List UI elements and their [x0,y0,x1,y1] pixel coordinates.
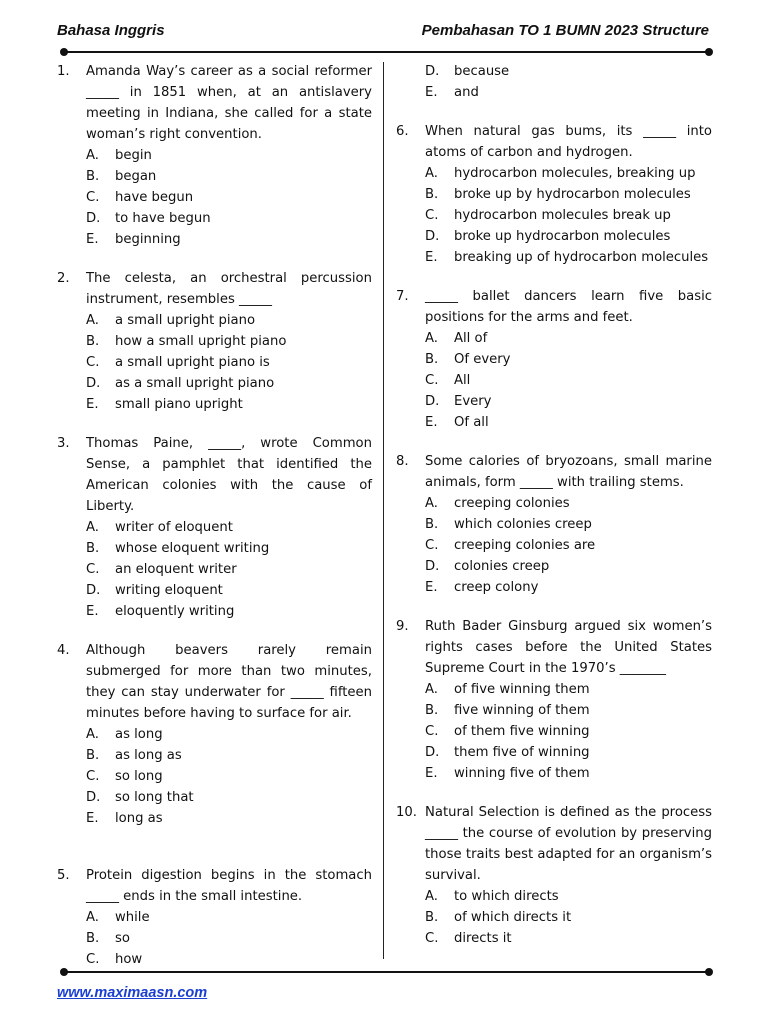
option-letter: A. [425,331,438,346]
option-text: eloquently writing [115,604,235,619]
question-block [396,802,712,949]
answer-option[interactable] [57,949,372,970]
question-row [396,121,712,163]
question-5-continuation [396,61,712,103]
answer-option[interactable] [396,556,712,577]
answer-option[interactable] [396,535,712,556]
question-number: 9. [396,619,409,634]
option-text: how [115,952,143,967]
question-row [57,61,372,145]
option-letter: D. [86,790,101,805]
question-number: 5. [57,868,70,883]
answer-option[interactable] [57,787,372,808]
option-text: begin [115,148,152,163]
question-number: 1. [57,64,70,79]
answer-option[interactable] [57,559,372,580]
question-number: 10. [396,805,417,820]
answer-option[interactable] [396,412,712,433]
question-text: _____ ballet dancers learn five basic positions for the arms and feet. [425,289,712,325]
answer-option[interactable] [57,538,372,559]
answer-option[interactable] [396,907,712,928]
question-number: 7. [396,289,409,304]
option-text: began [115,169,157,184]
option-letter: C. [425,931,439,946]
option-letter: C. [86,769,100,784]
option-text: an eloquent writer [115,562,237,577]
question-text: Thomas Paine, _____, wrote Common Sense, a pamphlet that identified the American colonies with the cause of Liberty. [86,436,372,514]
answer-option[interactable] [57,166,372,187]
question-text: Natural Selection is defined as the process _____ the course of evolution by preserving those traits best adapted for an organism’s survival. [425,805,712,883]
option-text: Of every [454,352,511,367]
option-letter: B. [425,187,439,202]
option-text: because [454,64,510,79]
option-letter: A. [86,520,99,535]
question-number: 4. [57,643,70,658]
option-letter: A. [86,148,99,163]
option-letter: A. [86,910,99,925]
question-row [57,865,372,907]
answer-option[interactable] [396,700,712,721]
bottom-right-dot [705,968,713,976]
question-text: Amanda Way’s career as a social reformer _____ in 1851 when, at an antislavery meeting in Indiana, she called for a state woman’s right convention. [86,64,372,142]
left-column [57,61,372,988]
option-text: All of [454,331,488,346]
option-text: creeping colonies [454,496,570,511]
option-text: five winning of them [454,703,590,718]
answer-option[interactable] [396,514,712,535]
option-text: so [115,931,130,946]
answer-option[interactable] [57,229,372,250]
option-letter: E. [425,580,438,595]
option-letter: D. [425,64,440,79]
option-text: broke up by hydrocarbon molecules [454,187,691,202]
top-rule [64,51,709,53]
option-letter: B. [425,517,439,532]
option-letter: A. [86,313,99,328]
answer-option[interactable] [57,580,372,601]
option-letter: D. [86,583,101,598]
option-letter: B. [425,910,439,925]
option-text: to have begun [115,211,211,226]
question-block [57,865,372,970]
option-text: directs it [454,931,512,946]
option-text: whose eloquent writing [115,541,270,556]
option-letter: C. [86,952,100,967]
answer-option[interactable] [396,184,712,205]
option-text: winning five of them [454,766,590,781]
option-letter: D. [425,394,440,409]
question-block [396,286,712,433]
question-row [396,286,712,328]
option-letter: C. [425,373,439,388]
top-left-dot [60,48,68,56]
bottom-rule [64,971,709,973]
answer-option[interactable] [396,391,712,412]
option-letter: C. [86,355,100,370]
answer-option[interactable] [57,208,372,229]
option-letter: A. [425,496,438,511]
answer-option[interactable] [396,370,712,391]
option-text: so long that [115,790,194,805]
answer-option[interactable] [57,808,372,829]
option-text: as long as [115,748,182,763]
question-row [57,433,372,517]
option-text: hydrocarbon molecules, breaking up [454,166,696,181]
option-text: of five winning them [454,682,590,697]
question-row [57,268,372,310]
option-text: of which directs it [454,910,572,925]
answer-option[interactable] [57,517,372,538]
option-text: colonies creep [454,559,550,574]
answer-option[interactable] [57,331,372,352]
option-letter: E. [425,415,438,430]
question-block [396,121,712,268]
option-letter: A. [425,682,438,697]
option-text: small piano upright [115,397,243,412]
option-text: creeping colonies are [454,538,596,553]
answer-option[interactable] [57,187,372,208]
option-text: broke up hydrocarbon molecules [454,229,671,244]
answer-option[interactable] [57,601,372,622]
answer-option[interactable] [396,328,712,349]
option-text: writer of eloquent [115,520,233,535]
option-letter: B. [86,931,100,946]
option-text: as long [115,727,163,742]
option-text: beginning [115,232,181,247]
right-column [396,61,712,967]
option-letter: A. [425,166,438,181]
option-text: to which directs [454,889,559,904]
question-number: 3. [57,436,70,451]
option-text: a small upright piano [115,313,256,328]
option-text: and [454,85,479,100]
question-text: Although beavers rarely remain submerged for more than two minutes, they can stay underwater for _____ fifteen minutes before having to surface for air. [86,643,372,721]
option-text: them five of winning [454,745,590,760]
subject-title: Bahasa Inggris [57,22,165,39]
question-row [57,640,372,724]
answer-option[interactable] [396,226,712,247]
question-number: 6. [396,124,409,139]
column-divider [383,62,384,959]
question-text: When natural gas bums, its _____ into atoms of carbon and hydrogen. [425,124,712,160]
answer-option[interactable] [57,145,372,166]
answer-option[interactable] [396,721,712,742]
answer-option[interactable] [396,742,712,763]
option-letter: D. [425,745,440,760]
option-letter: B. [425,352,439,367]
option-letter: C. [425,208,439,223]
option-letter: D. [425,559,440,574]
answer-option[interactable] [57,907,372,928]
option-text: of them five winning [454,724,590,739]
option-text: a small upright piano is [115,355,270,370]
question-block [57,640,372,829]
answer-option[interactable] [396,61,712,82]
answer-option[interactable] [396,247,712,268]
option-text: so long [115,769,163,784]
question-block [57,61,372,250]
option-text: Of all [454,415,489,430]
question-block [57,433,372,622]
answer-option[interactable] [396,493,712,514]
option-letter: E. [86,811,99,826]
question-row [396,616,712,679]
question-number: 2. [57,271,70,286]
answer-option[interactable] [57,928,372,949]
option-text: All [454,373,471,388]
answer-option[interactable] [57,724,372,745]
answer-option[interactable] [57,310,372,331]
option-letter: A. [425,889,438,904]
option-letter: B. [86,541,100,556]
question-text: The celesta, an orchestral percussion instrument, resembles _____ [86,271,372,307]
answer-option[interactable] [57,766,372,787]
answer-option[interactable] [396,679,712,700]
question-block [57,268,372,415]
question-block [396,616,712,784]
option-text: how a small upright piano [115,334,287,349]
option-letter: E. [425,250,438,265]
option-letter: A. [86,727,99,742]
option-text: breaking up of hydrocarbon molecules [454,250,709,265]
question-text: Protein digestion begins in the stomach _____ ends in the small intestine. [86,868,372,904]
question-block [396,451,712,598]
option-text: while [115,910,150,925]
answer-option[interactable] [57,745,372,766]
answer-option[interactable] [57,373,372,394]
answer-option[interactable] [396,886,712,907]
option-letter: C. [86,190,100,205]
option-text: Every [454,394,492,409]
top-right-dot [705,48,713,56]
answer-option[interactable] [396,349,712,370]
option-text: which colonies creep [454,517,592,532]
document-title: Pembahasan TO 1 BUMN 2023 Structure [421,22,709,39]
option-letter: E. [425,766,438,781]
answer-option[interactable] [396,82,712,103]
option-letter: E. [425,85,438,100]
answer-option[interactable] [396,577,712,598]
answer-option[interactable] [57,352,372,373]
option-text: long as [115,811,163,826]
option-text: as a small upright piano [115,376,275,391]
answer-option[interactable] [396,928,712,949]
question-row [396,451,712,493]
option-letter: D. [425,229,440,244]
answer-option[interactable] [396,763,712,784]
option-text: have begun [115,190,194,205]
answer-option[interactable] [57,394,372,415]
question-text: Ruth Bader Ginsburg argued six women’s rights cases before the United States Supreme Court in the 1970’s _______ [425,619,712,676]
option-letter: C. [86,562,100,577]
question-text: Some calories of bryozoans, small marine animals, form _____ with trailing stems. [425,454,712,490]
footer-link[interactable]: www.maximaasn.com [57,985,208,1001]
question-number: 8. [396,454,409,469]
option-text: writing eloquent [115,583,223,598]
option-text: creep colony [454,580,539,595]
option-letter: C. [425,538,439,553]
option-letter: B. [86,334,100,349]
option-letter: E. [86,397,99,412]
option-letter: C. [425,724,439,739]
option-letter: D. [86,376,101,391]
answer-option[interactable] [396,163,712,184]
option-letter: B. [425,703,439,718]
option-letter: B. [86,169,100,184]
answer-option[interactable] [396,205,712,226]
option-text: hydrocarbon molecules break up [454,208,671,223]
option-letter: D. [86,211,101,226]
option-letter: E. [86,232,99,247]
bottom-left-dot [60,968,68,976]
option-letter: B. [86,748,100,763]
option-letter: E. [86,604,99,619]
question-row [396,802,712,886]
